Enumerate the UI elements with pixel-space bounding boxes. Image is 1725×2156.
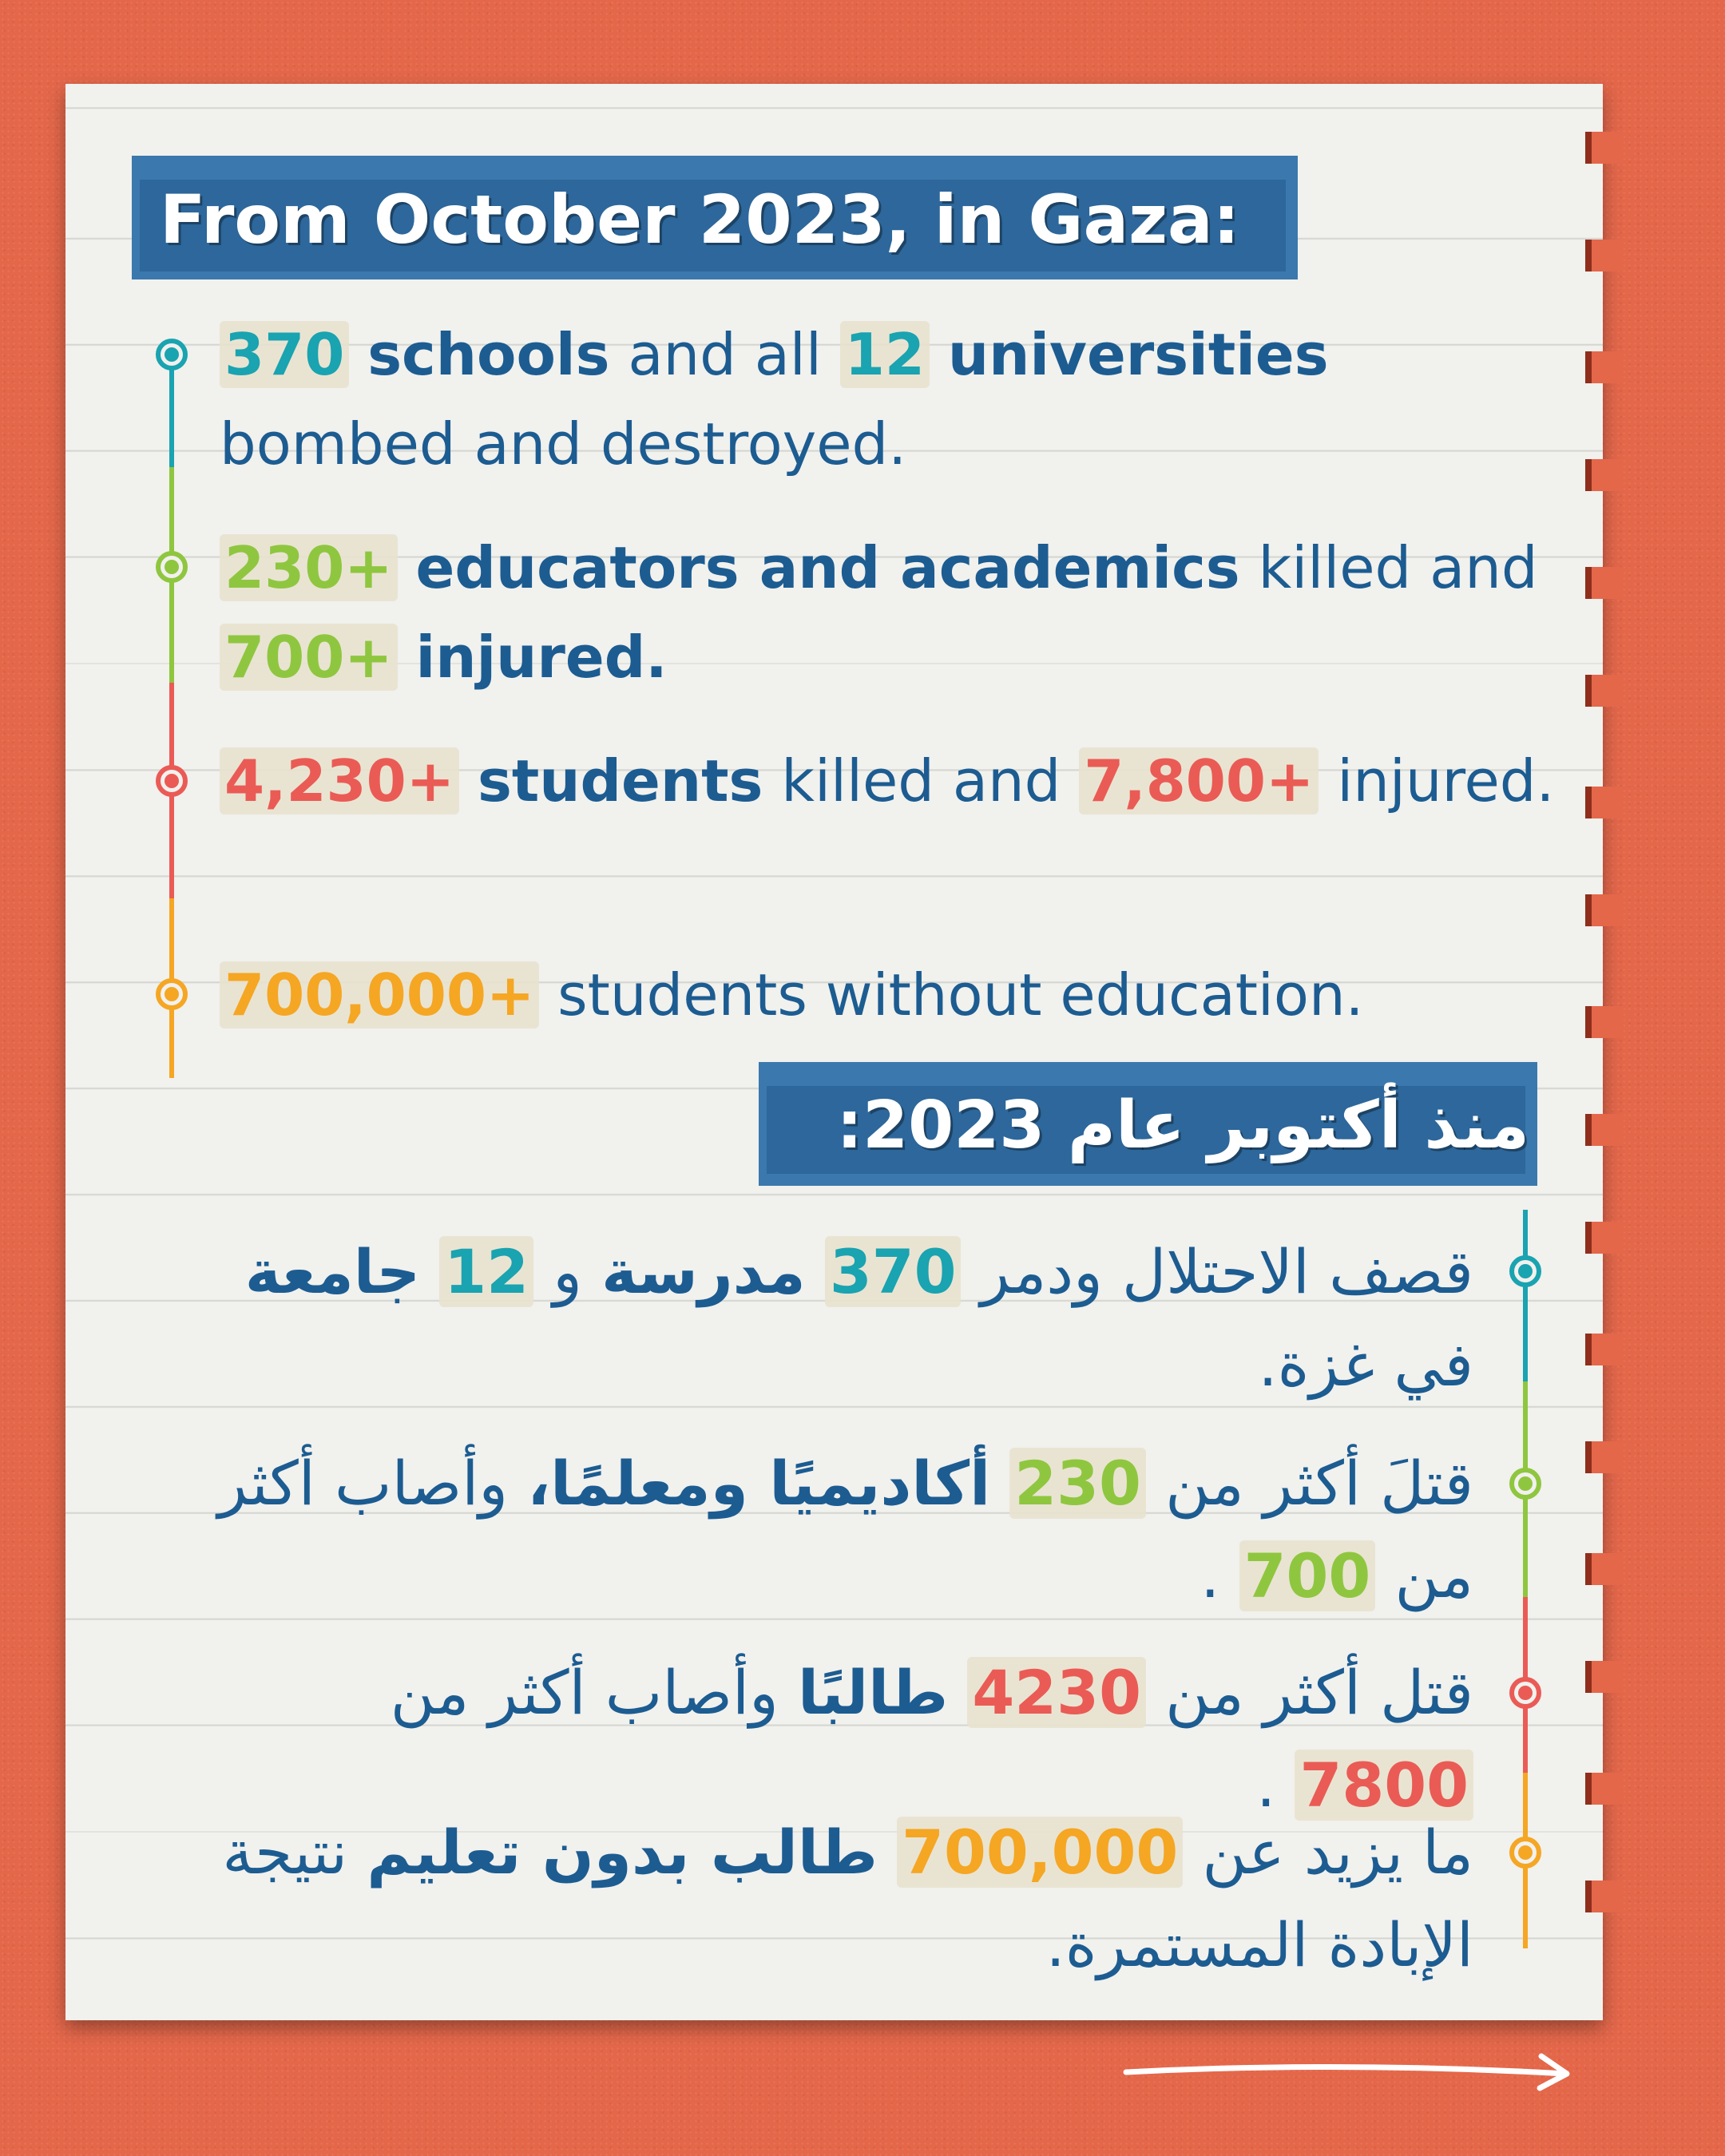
en-item-students: [220, 736, 1561, 826]
ar-item-schools: [208, 1226, 1473, 1411]
plain-text: killed and: [781, 747, 1061, 814]
stat-number: 700: [1239, 1540, 1376, 1611]
ar-item-education: [208, 1806, 1473, 1992]
timeline-dot-teal: [1509, 1255, 1541, 1287]
ar-item-educators: [208, 1437, 1473, 1623]
plain-text: ما يزيد عن: [1202, 1817, 1473, 1888]
header-en: From October 2023, in Gaza:: [160, 180, 1240, 259]
plain-text: bombed and destroyed.: [220, 410, 907, 478]
timeline-dot-teal: [156, 339, 188, 371]
en-item-education: [220, 950, 1561, 1040]
stat-number: 700+: [220, 624, 398, 691]
plain-text: وأصاب أكثر من: [390, 1657, 779, 1728]
plain-text: .: [1200, 1540, 1220, 1611]
plain-text: نتيجة الإبادة المستمرة.: [222, 1817, 1473, 1980]
timeline-dot-red: [1509, 1677, 1541, 1709]
ar-item-students: [208, 1647, 1473, 1832]
timeline-dot-red: [156, 765, 188, 797]
stat-number: 4230: [967, 1657, 1146, 1728]
stat-number: 4,230+: [220, 747, 459, 814]
timeline-dot-orange: [1509, 1837, 1541, 1869]
bold-text: جامعة: [244, 1236, 421, 1307]
timeline-dot-green: [156, 551, 188, 583]
bold-text: schools: [367, 321, 610, 388]
timeline-line-teal: [169, 359, 174, 467]
bold-text: طالبًا: [798, 1657, 949, 1728]
en-item-educators: [220, 523, 1561, 702]
bold-text: universities: [947, 321, 1329, 388]
plain-text: students without education.: [557, 961, 1364, 1028]
bold-text: طالب بدون تعليم: [367, 1817, 878, 1888]
stat-number: 230+: [220, 534, 398, 601]
plain-text: وأصاب أكثر من: [217, 1448, 1473, 1611]
plain-text: قتل أكثر من: [1165, 1657, 1473, 1728]
plain-text: قصف الاحتلال ودمر: [980, 1236, 1473, 1307]
stat-number: 370: [825, 1236, 962, 1307]
stat-number: 12: [439, 1236, 533, 1307]
timeline-dot-orange: [156, 978, 188, 1010]
plain-text: killed and: [1258, 534, 1538, 601]
plain-text: قتلَ أكثر من: [1165, 1448, 1473, 1519]
bold-text: injured.: [415, 624, 668, 691]
stat-number: 7800: [1295, 1750, 1473, 1821]
bold-text: students: [477, 747, 763, 814]
stat-number: 370: [220, 321, 349, 388]
plain-text: و: [553, 1236, 582, 1307]
timeline-line-teal: [1523, 1210, 1528, 1381]
bold-text: أكاديميًا ومعلمًا،: [527, 1448, 991, 1519]
bold-text: مدرسة: [601, 1236, 806, 1307]
plain-text: injured.: [1337, 747, 1555, 814]
bold-text: educators and academics: [415, 534, 1240, 601]
stat-number: 12: [840, 321, 930, 388]
stat-number: 700,000+: [220, 961, 539, 1028]
stat-number: 230: [1009, 1448, 1146, 1519]
timeline-dot-green: [1509, 1468, 1541, 1500]
plain-text: and all: [628, 321, 822, 388]
header-ar: منذ أكتوبر عام 2023:: [836, 1088, 1529, 1163]
arrow-right-icon[interactable]: [1118, 2040, 1581, 2096]
stat-number: 7,800+: [1079, 747, 1319, 814]
plain-text: .: [1256, 1750, 1276, 1821]
plain-text: في غزة.: [1258, 1329, 1473, 1400]
stat-number: 700,000: [897, 1817, 1183, 1888]
en-item-schools: [220, 310, 1561, 489]
